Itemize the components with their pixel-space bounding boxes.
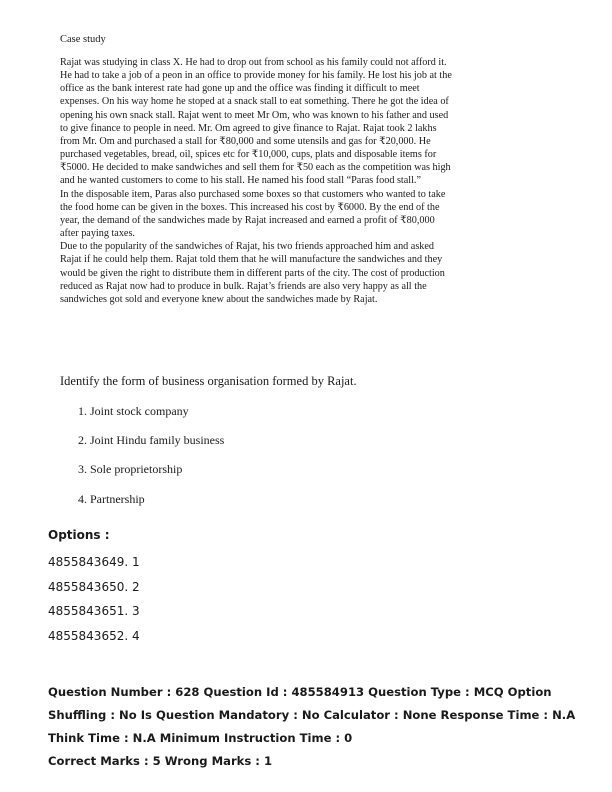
case-paragraph-3: Due to the popularity of the sandwiches of Rajat, his two friends approached him and asked Rajat if he could help them. Rajat told them that he will manufacture the sandwiches and they would be given the right to distribute them in different parts of the city. The cost of production reduced as Rajat now had to produce in bulk. Rajat’s friends are also very happy as all the sandwiches got sold and everyone knew about the sandwiches made by Rajat. — [60, 241, 445, 305]
question-choice-2: 2. Joint Hindu family business — [78, 433, 225, 447]
option-id-4: 4855843652. 4 — [48, 629, 140, 643]
case-study-body — [60, 56, 452, 306]
question-metadata-details: Question Number : 628 Question Id : 485584913 Question Type : MCQ Option Shuffling : No Is Question Mandatory : No Calculator : None Response Time : N.A Think Time : N.A Minimum Instruction Time : 0 — [48, 685, 576, 745]
option-id-2: 4855843650. 2 — [48, 580, 140, 594]
case-paragraph-2: In the disposable item, Paras also purchased some boxes so that customers who wanted to take the food home can be given in the boxes. This increased his cost by ₹6000. By the end of the year, the demand of the sandwiches made by Rajat increased and earned a profit of ₹80,000 after paying taxes. — [60, 188, 446, 240]
question-choice-3: 3. Sole proprietorship — [78, 462, 183, 476]
question-marks: Correct Marks : 5 Wrong Marks : 1 — [48, 754, 273, 768]
question-choice-1: 1. Joint stock company — [78, 404, 189, 418]
case-study-title: Case study — [60, 34, 106, 45]
option-id-1: 4855843649. 1 — [48, 555, 140, 569]
question-metadata — [48, 681, 588, 773]
option-id-3: 4855843651. 3 — [48, 604, 140, 618]
case-paragraph-1: Rajat was studying in class X. He had to drop out from school as his family could not afford it. He had to take a job of a peon in an office to provide money for his family. He lost his job at the office as the bank interest rate had gone up and the office was finding it difficult to meet expenses. On his way home he stoped at a snack stall to eat something. There he got the idea of opening his own snack stall. Rajat went to meet Mr Om, who was known to his father and used to give finance to people in need. Mr. Om agreed to give finance to Rajat. Rajat took 2 lakhs from Mr. Om and purchased a stall for ₹80,000 and some utensils and gas for ₹20,000. He purchased vegetables, bread, oil, spices etc for ₹10,000, cups, plats and disposable items for ₹5000. He decided to make sandwiches and sell them for ₹50 each as the competition was high and he wanted customers to come to his stall. He named his food stall “Paras food stall.” — [60, 57, 452, 187]
question-choice-4: 4. Partnership — [78, 492, 145, 506]
question-text: Identify the form of business organisation formed by Rajat. — [60, 374, 357, 388]
options-heading: Options : — [48, 528, 110, 542]
